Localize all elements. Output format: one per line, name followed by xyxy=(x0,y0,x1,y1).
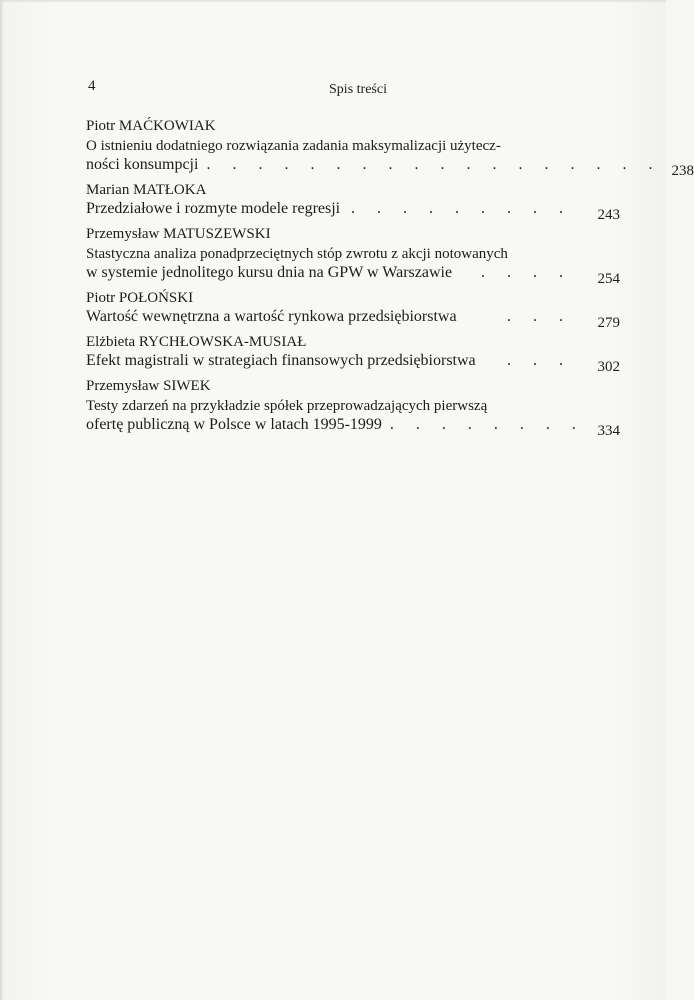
entry-title-line: Wartość wewnętrzna a wartość rynkowa przedsiębiorstwa xyxy=(86,308,457,325)
dot-leader: . . . xyxy=(507,308,572,325)
page-number: 4 xyxy=(88,78,96,94)
dot-leader: . . . . . . . . xyxy=(389,416,585,433)
entry-title-line: ności konsumpcji xyxy=(86,156,199,173)
dot-leader: . . . . xyxy=(481,264,572,281)
entry-title-line: w systemie jednolitego kursu dnia na GPW w Warszawie xyxy=(86,264,453,281)
running-head: Spis treści xyxy=(329,82,387,97)
entry-page-number: 302 xyxy=(597,359,620,375)
toc-entry xyxy=(86,224,620,287)
entry-title xyxy=(86,244,570,264)
entry-title-line: O istnieniu dodatniego rozwiązania zadania maksymalizacji użytecz- xyxy=(86,138,501,154)
entry-title-last-line xyxy=(86,308,620,331)
toc-entry xyxy=(86,376,620,439)
entry-page-number: 238 xyxy=(671,163,694,179)
entry-author: Piotr MAĆKOWIAK xyxy=(86,118,216,134)
toc-entry xyxy=(86,332,620,375)
table-of-contents xyxy=(86,116,694,440)
dot-leader: . . . . . . . . . . . . . . . . . . xyxy=(206,156,662,173)
entry-author: Elżbieta RYCHŁOWSKA-MUSIAŁ xyxy=(86,334,307,350)
entry-page-number: 334 xyxy=(597,423,620,439)
entry-author: Przemysław MATUSZEWSKI xyxy=(86,226,271,242)
dot-leader: . . . . . . . . . xyxy=(351,200,572,217)
entry-page-number: 243 xyxy=(597,207,620,223)
entry-title-line: Stastyczna analiza ponadprzeciętnych stóp zwrotu z akcji notowanych xyxy=(86,246,508,262)
entry-title-last-line xyxy=(86,352,620,375)
entry-title-line: Przedziałowe i rozmyte modele regresji xyxy=(86,200,341,217)
entry-title-last-line xyxy=(86,200,620,223)
page-edge-shadow-left xyxy=(0,0,4,1000)
dot-leader: . . . xyxy=(507,352,572,369)
entry-title-last-line xyxy=(86,416,620,439)
entry-title-line: Testy zdarzeń na przykładzie spółek przeprowadzających pierwszą xyxy=(86,398,488,414)
toc-entry xyxy=(86,180,620,223)
entry-page-number: 279 xyxy=(597,315,620,331)
page-edge-shadow-top xyxy=(0,0,666,3)
entry-title-last-line xyxy=(86,264,620,287)
entry-title xyxy=(86,136,570,156)
entry-author: Przemysław SIWEK xyxy=(86,378,211,394)
entry-title xyxy=(86,396,570,416)
toc-entry xyxy=(86,116,694,179)
entry-title-line: Efekt magistrali w strategiach finansowych przedsiębiorstwa xyxy=(86,352,476,369)
toc-entry xyxy=(86,288,620,331)
entry-author: Marian MATŁOKA xyxy=(86,182,207,198)
entry-author: Piotr POŁOŃSKI xyxy=(86,290,194,306)
entry-title-line: ofertę publiczną w Polsce w latach 1995-1999 xyxy=(86,416,382,433)
entry-title-last-line xyxy=(86,156,694,179)
entry-page-number: 254 xyxy=(597,271,620,287)
